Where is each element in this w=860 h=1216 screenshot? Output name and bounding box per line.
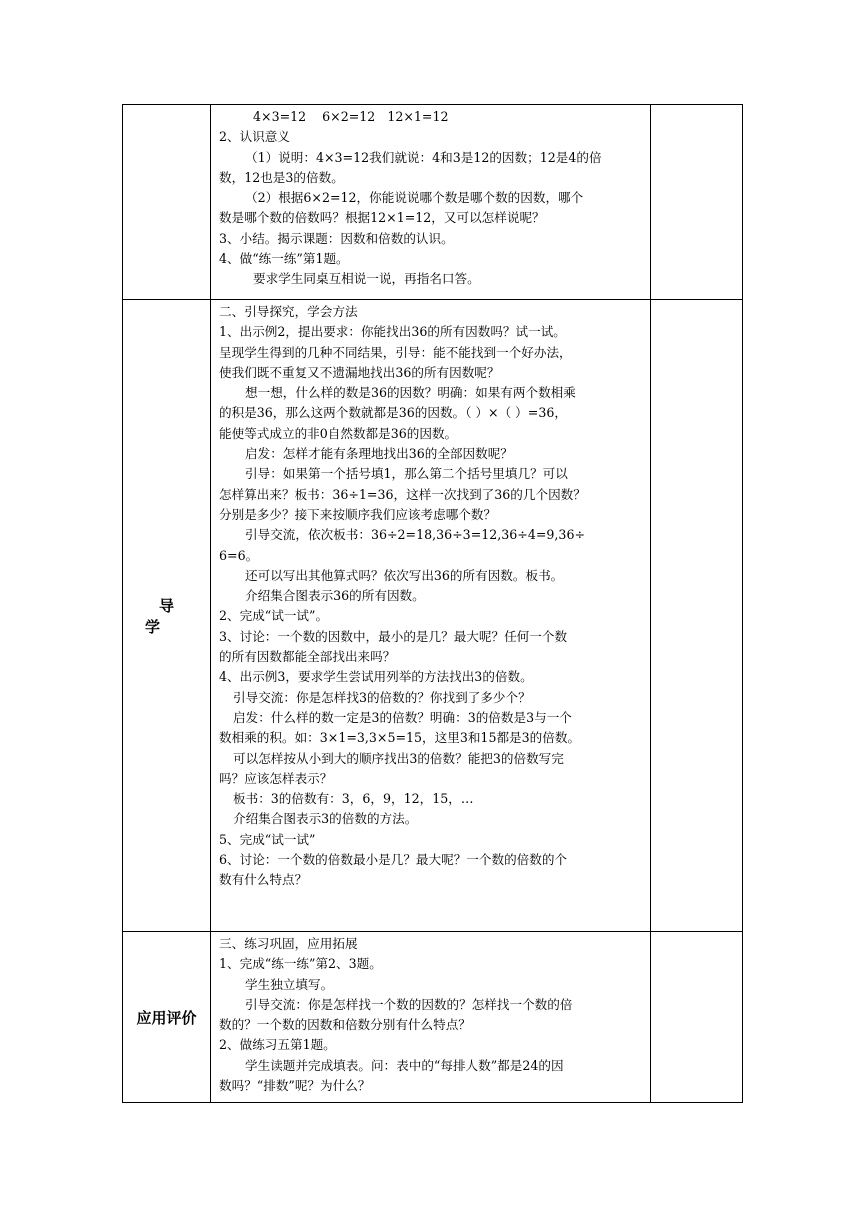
text-line: 可以怎样按从小到大的顺序找出3的倍数？能把3的倍数写完 — [233, 750, 564, 766]
text-line: 引导交流，依次板书：36÷2=18,36÷3=12,36÷4=9,36÷ — [245, 527, 586, 543]
text-line: 引导：如果第一个括号填1，那么第二个括号里填几？可以 — [245, 466, 568, 482]
lesson-plan-table — [122, 104, 743, 1103]
text-line: 介绍集合图表示3的倍数的方法。 — [233, 811, 418, 827]
text-line: 3、小结。揭示课题：因数和倍数的认识。 — [219, 230, 454, 246]
text-line: 数是哪个数的倍数吗？根据12×1=12，又可以怎样说呢？ — [219, 210, 545, 226]
text-line: 2、完成“试一试”。 — [219, 608, 329, 624]
text-line: 吗？应该怎样表示？ — [219, 770, 333, 786]
text-line: 数，12也是3的倍数。 — [219, 169, 344, 185]
content-cell — [211, 105, 651, 300]
text-line: 数吗？“排数”呢？为什么？ — [219, 1078, 371, 1094]
text-line: 4、出示例3，要求学生尝试用列举的方法找出3的倍数。 — [219, 669, 533, 685]
text-line: 4×3=12 6×2=12 12×1=12 — [253, 109, 449, 124]
text-line: 6=6。 — [219, 547, 259, 563]
text-line: 还可以写出其他算式吗？依次写出36的所有因数。板书。 — [245, 567, 564, 583]
text-line: 1、完成“练一练”第2、3题。 — [219, 956, 382, 972]
text-line: 5、完成“试一试” — [219, 831, 316, 847]
section-heading: 二、引导探究，学会方法 — [219, 304, 358, 319]
text-line: 数的？一个数的因数和倍数分别有什么特点？ — [219, 1017, 471, 1033]
text-line: 想一想，什么样的数是36的因数？明确：如果有两个数相乘 — [245, 385, 576, 401]
text-line: 数相乘的积。如：3×1=3,3×5=15，这里3和15都是3的倍数。 — [219, 730, 581, 746]
text-line: 呈现学生得到的几种不同结果，引导：能不能找到一个好办法， — [219, 344, 572, 360]
text-line: 板书：3的倍数有：3，6，9，12，15，… — [233, 791, 474, 807]
text-line: 学生独立填写。 — [245, 976, 334, 992]
section-label: 导学 — [144, 596, 202, 636]
text-line: 1、出示例2，提出要求：你能找出36的所有因数吗？试一试。 — [219, 324, 566, 340]
text-line: （2）根据6×2=12，你能说说哪个数是哪个数的因数，哪个 — [245, 190, 584, 206]
row-label-empty — [123, 105, 211, 300]
section-heading: 三、练习巩固，应用拓展 — [219, 936, 358, 951]
text-line: 数有什么特点？ — [219, 872, 308, 888]
text-line: 能使等式成立的非0自然数都是36的因数。 — [219, 425, 458, 441]
remarks-cell — [651, 932, 743, 1103]
remarks-cell — [651, 105, 743, 300]
text-line: 的积是36，那么这两个数就都是36的因数。（ ）×（ ）=36， — [219, 405, 567, 421]
text-line: 怎样算出来？板书：36÷1=36，这样一次找到了36的几个因数？ — [219, 486, 586, 502]
text-line: 2、做练习五第1题。 — [219, 1037, 336, 1053]
row-label-application — [123, 932, 211, 1103]
text-line: 4、做“练一练”第1题。 — [219, 251, 349, 267]
text-line: 2、认识意义 — [219, 129, 290, 145]
text-line: 学生读题并完成填表。问：表中的“每排人数”都是24的因 — [245, 1057, 564, 1073]
text-line: 3、讨论：一个数的因数中，最小的是几？最大呢？任何一个数 — [219, 628, 568, 644]
text-line: 使我们既不重复又不遗漏地找出36的所有因数呢？ — [219, 364, 500, 380]
row-label-guide — [123, 300, 211, 932]
text-line: 6、讨论：一个数的倍数最小是几？最大呢？一个数的倍数的个 — [219, 852, 568, 868]
text-line: 引导交流：你是怎样找3的倍数的？你找到了多少个？ — [233, 689, 531, 705]
content-cell — [211, 932, 651, 1103]
text-line: （1）说明：4×3=12我们就说：4和3是12的因数；12是4的倍 — [245, 149, 602, 165]
text-line: 介绍集合图表示36的所有因数。 — [245, 588, 425, 604]
text-line: 启发：怎样才能有条理地找出36的全部因数呢？ — [245, 446, 513, 462]
text-line: 引导交流：你是怎样找一个数的因数的？怎样找一个数的倍 — [245, 996, 573, 1012]
table-row — [123, 105, 743, 300]
content-cell — [211, 300, 651, 932]
text-line: 要求学生同桌互相说一说，再指名口答。 — [253, 271, 480, 287]
text-line: 分别是多少？接下来按顺序我们应该考虑哪个数？ — [219, 506, 497, 522]
text-line: 启发：什么样的数一定是3的倍数？明确：3的倍数是3与一个 — [233, 709, 572, 725]
table-row — [123, 932, 743, 1103]
remarks-cell — [651, 300, 743, 932]
text-line: 的所有因数都能全部找出来吗？ — [219, 649, 396, 665]
table-row — [123, 300, 743, 932]
section-label: 应用评价 — [136, 1008, 197, 1027]
